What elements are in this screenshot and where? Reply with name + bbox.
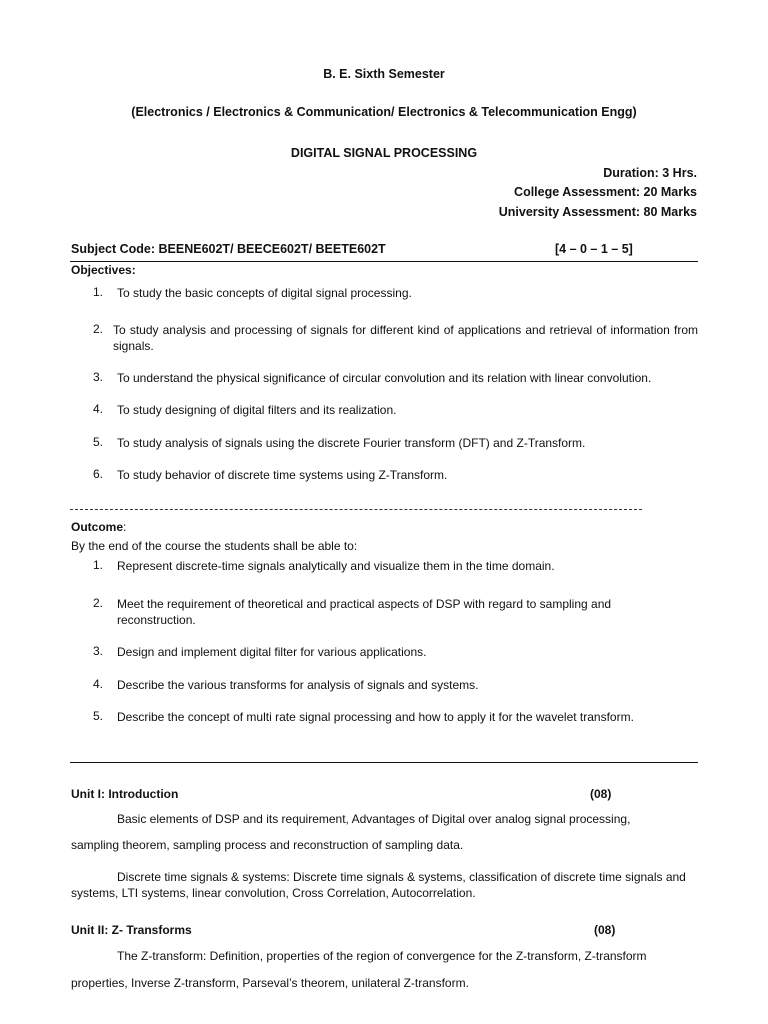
semester-title: B. E. Sixth Semester bbox=[323, 67, 445, 81]
objective-number: 5. bbox=[93, 435, 104, 449]
branches-title: (Electronics / Electronics & Communication/ Electronics & Telecommunication Engg) bbox=[131, 105, 637, 119]
subject-title: DIGITAL SIGNAL PROCESSING bbox=[290, 146, 478, 160]
outcome-intro: By the end of the course the students shall be able to: bbox=[71, 539, 358, 553]
outcome-heading-row bbox=[71, 520, 126, 534]
outcome-number: 2. bbox=[93, 596, 104, 610]
objective-item: To study the basic concepts of digital signal processing. bbox=[117, 286, 412, 300]
objective-number: 4. bbox=[93, 402, 104, 416]
objective-item: To study analysis and processing of signals for different kind of applications and retrieval of information from signals. bbox=[113, 323, 698, 353]
university-assessment: University Assessment: 80 Marks bbox=[498, 205, 697, 219]
objective-number: 3. bbox=[93, 370, 104, 384]
college-assessment: College Assessment: 20 Marks bbox=[514, 185, 697, 199]
outcome-item: Describe the various transforms for analysis of signals and systems. bbox=[117, 678, 479, 692]
outcome-item: Describe the concept of multi rate signal processing and how to apply it for the wavelet transform. bbox=[117, 710, 634, 724]
unit-text: sampling theorem, sampling process and reconstruction of sampling data. bbox=[71, 838, 464, 852]
unit-title: Unit I: Introduction bbox=[71, 787, 179, 801]
objective-number: 2. bbox=[93, 322, 104, 336]
outcome-number: 1. bbox=[93, 558, 104, 572]
unit-hours: (08) bbox=[590, 787, 612, 801]
objective-number: 6. bbox=[93, 467, 104, 481]
outcome-item: Meet the requirement of theoretical and practical aspects of DSP with regard to sampling and reconstruction. bbox=[117, 597, 612, 627]
header-divider bbox=[70, 261, 698, 262]
subject-code: Subject Code: BEENE602T/ BEECE602T/ BEETE602T bbox=[71, 242, 386, 256]
objective-item: To understand the physical significance of circular convolution and its relation with linear convolution. bbox=[117, 371, 652, 385]
unit-text: The Z-transform: Definition, properties of the region of convergence for the Z-transform, Z-transform bbox=[117, 949, 647, 963]
unit-text: Basic elements of DSP and its requirement, Advantages of Digital over analog signal processing, bbox=[117, 812, 631, 826]
dashed-divider bbox=[70, 509, 642, 510]
objective-item: To study analysis of signals using the discrete Fourier transform (DFT) and Z-Transform. bbox=[117, 436, 586, 450]
outcome-number: 4. bbox=[93, 677, 104, 691]
unit-title: Unit II: Z- Transforms bbox=[71, 923, 192, 937]
duration: Duration: 3 Hrs. bbox=[603, 166, 697, 180]
outcome-colon: : bbox=[123, 520, 127, 534]
credits: [4 – 0 – 1 – 5] bbox=[555, 242, 633, 256]
objective-item: To study behavior of discrete time systems using Z-Transform. bbox=[117, 468, 448, 482]
outcome-item: Design and implement digital filter for various applications. bbox=[117, 645, 427, 659]
outcome-number: 5. bbox=[93, 709, 104, 723]
objective-number: 1. bbox=[93, 285, 104, 299]
unit-text: properties, Inverse Z-transform, Parseval’s theorem, unilateral Z-transform. bbox=[71, 976, 469, 990]
unit-hours: (08) bbox=[594, 923, 616, 937]
objectives-heading: Objectives: bbox=[71, 263, 136, 277]
unit-text: Discrete time signals & systems: Discrete time signals & systems, classification of discrete time signals and systems, LTI systems, linear convolution, Cross Correlation, Autocorrelation. bbox=[71, 870, 686, 900]
objective-item: To study designing of digital filters and its realization. bbox=[117, 403, 397, 417]
outcome-item: Represent discrete-time signals analytically and visualize them in the time domain. bbox=[117, 559, 555, 573]
outcome-number: 3. bbox=[93, 644, 104, 658]
section-divider bbox=[70, 762, 698, 763]
outcome-heading: Outcome bbox=[71, 520, 124, 534]
